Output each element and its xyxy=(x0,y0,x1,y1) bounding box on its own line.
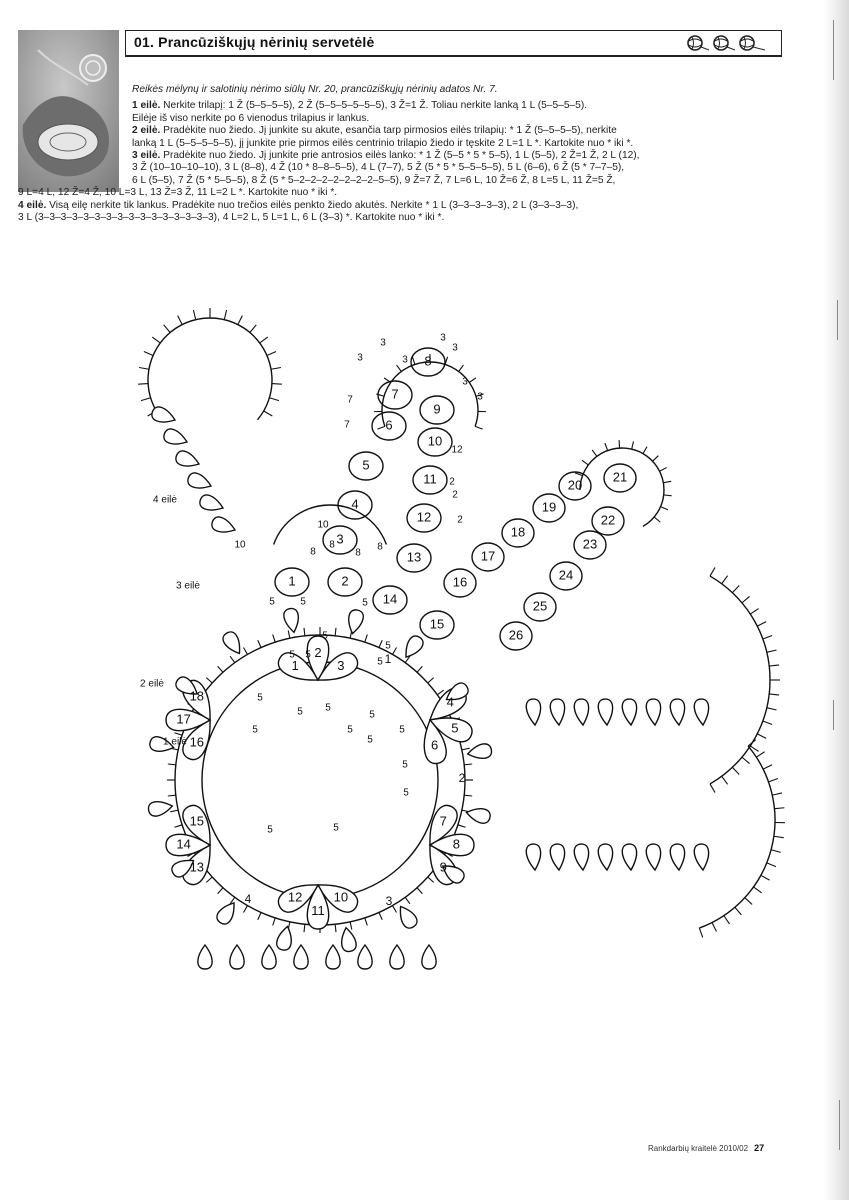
row-label-3: 3 eilė xyxy=(176,580,200,592)
tatting-ring-row-2 xyxy=(468,744,492,758)
picot xyxy=(269,398,279,401)
ring-number: 2 xyxy=(314,645,322,661)
tatting-ring-row-4 xyxy=(152,407,175,422)
tatting-ring-row-4 xyxy=(550,844,564,870)
picot xyxy=(699,928,702,937)
ring-number: 13 xyxy=(406,549,422,565)
picot xyxy=(742,596,750,602)
picot xyxy=(152,337,160,343)
row-1-line-1 xyxy=(18,100,788,112)
ring-number: 20 xyxy=(567,477,583,493)
ring-number: 11 xyxy=(423,471,437,487)
yarn-ball-icon xyxy=(740,36,765,50)
ring-number: 7 xyxy=(439,813,447,829)
row-text: Nerkite trilapį: 1 Ž (5–5–5–5), 2 Ž (5–5–5–5–5–5), 3 Ž=1 Ž. Toliau nerkite lanką 1 L (5–5–5–5). xyxy=(163,100,588,112)
picot xyxy=(258,912,261,919)
picot xyxy=(724,916,730,924)
row-text: Pradėkite nuo žiedo. Jį junkite su akute, esančia tarp pirmosios eilės trilapių: * 1 Ž (5–5–5–5), nerkite xyxy=(163,125,617,137)
picot xyxy=(250,325,256,333)
picot xyxy=(264,411,273,416)
instructions xyxy=(18,84,788,224)
row-4-line-2: 3 L (3–3–3–3–3–3–3–3–3–3–3–3–3–3–3–3), 4 L=2 L, 5 L=1 L, 6 L (3–3) *. Kartokite nuo * iki *. xyxy=(18,212,445,224)
picot xyxy=(144,351,153,355)
picot xyxy=(469,378,476,383)
picot xyxy=(763,636,772,639)
picot xyxy=(230,656,235,662)
picot xyxy=(772,793,782,795)
stitch-count: 8 xyxy=(355,547,361,559)
ring-number: 3 xyxy=(337,658,345,674)
stitch-count: 7 xyxy=(344,419,350,431)
ring-number: 21 xyxy=(612,469,628,485)
stitch-count: 5 xyxy=(257,692,263,704)
tatting-ring-row-4 xyxy=(694,844,708,870)
picot xyxy=(664,495,672,496)
row-3-line-2: 3 Ž (10–10–10–10), 3 L (8–8), 4 Ž (10 * 8–8–5–5), 4 L (7–7), 5 Ž (5 * 5 * 5–5–5–5), 5 L (6–6), 6 Ž (5 * 7–7–5), xyxy=(132,162,625,174)
picot xyxy=(170,810,178,812)
stitch-count: 5 xyxy=(267,824,273,836)
tatting-ring-row-4 xyxy=(262,945,276,969)
picot xyxy=(164,325,170,333)
picot xyxy=(178,316,182,325)
picot xyxy=(660,468,667,472)
picot xyxy=(393,647,397,654)
row-label-4: 4 eilė xyxy=(153,494,177,506)
ring-number: 9 xyxy=(433,401,441,417)
ring-number: 17 xyxy=(480,548,496,564)
page-number: 27 xyxy=(754,1143,765,1153)
stitch-count: 3 xyxy=(477,391,483,403)
row-1-line-2: Eilėje iš viso nerkite po 6 vienodus trilapius ir lankus. xyxy=(132,112,370,124)
picot xyxy=(428,678,434,683)
tatting-ring-row-4 xyxy=(622,699,636,725)
row-text: Pradėkite nuo žiedo. Jį junkite prie antrosios eilės lanko: * 1 Ž (5–5 * 5 * 5–5), 1 L (5–5), 2 Ž=1 Ž, 2 L (12), xyxy=(163,150,640,162)
tatting-ring-row-4 xyxy=(646,699,660,725)
chain-arc-row-4 xyxy=(710,576,770,784)
stitch-count: 5 xyxy=(399,724,405,736)
row-label: 4 eilė. xyxy=(18,199,47,211)
picot xyxy=(405,897,410,903)
tatting-ring-row-4 xyxy=(326,945,340,969)
picot xyxy=(732,767,739,774)
ring-number: 16 xyxy=(452,574,468,590)
arc-number: 2 xyxy=(458,771,466,786)
row-1-outline xyxy=(202,662,438,898)
arc-number: 3 xyxy=(385,894,393,909)
stitch-count: 5 xyxy=(297,706,303,718)
tatting-ring-row-4 xyxy=(598,699,612,725)
picot xyxy=(139,367,149,369)
ring-number: 12 xyxy=(416,509,432,525)
picot xyxy=(288,630,290,638)
ring-number: 8 xyxy=(424,353,432,369)
tatting-ring-row-4 xyxy=(358,945,372,969)
tatting-ring-row-4 xyxy=(390,945,404,969)
ring-number: 1 xyxy=(291,658,299,674)
stitch-count: 5 xyxy=(367,734,373,746)
picot xyxy=(767,708,777,710)
picot xyxy=(769,665,779,666)
picot xyxy=(661,507,668,510)
ring-number: 5 xyxy=(451,720,459,736)
stitch-count: 3 xyxy=(402,354,408,366)
picot xyxy=(273,634,275,642)
picot xyxy=(244,647,248,654)
stitch-count: 5 xyxy=(322,630,328,642)
picot xyxy=(643,447,647,454)
chain-arc-row-4 xyxy=(699,746,775,928)
ring-number: 23 xyxy=(582,536,598,552)
ring-number: 25 xyxy=(532,598,548,614)
yarn-ball-icon xyxy=(714,36,735,50)
picot xyxy=(138,384,148,385)
ring-number: 6 xyxy=(385,417,393,433)
ring-number: 13 xyxy=(189,859,205,875)
picot xyxy=(757,622,766,626)
row-3-line-1 xyxy=(18,150,788,162)
picot xyxy=(464,764,472,765)
picot xyxy=(393,906,397,913)
stitch-count: 5 xyxy=(347,724,353,736)
picot xyxy=(417,888,422,894)
picot xyxy=(757,734,766,738)
tatting-ring-row-4 xyxy=(694,699,708,725)
yarn-ball-icon xyxy=(688,36,709,50)
picot xyxy=(767,863,776,867)
tatting-ring-row-4 xyxy=(176,451,199,466)
picot xyxy=(397,365,402,371)
picot xyxy=(735,907,742,915)
ring-number: 19 xyxy=(541,499,557,515)
ring-number: 8 xyxy=(452,836,461,852)
magazine-name: Rankdarbių kraitelė 2010/02 xyxy=(648,1144,749,1153)
ring-number: 10 xyxy=(427,433,443,449)
tatting-ring-row-4 xyxy=(200,495,223,510)
tatting-ring-row-4 xyxy=(294,945,308,969)
ring-number: 5 xyxy=(362,457,370,473)
ring-number: 18 xyxy=(510,524,526,540)
ring-number: 14 xyxy=(176,836,191,852)
tatting-ring-row-4 xyxy=(670,844,684,870)
row-label: 3 eilė. xyxy=(132,150,161,162)
chain-arc-row-4 xyxy=(148,318,272,420)
stitch-count: 5 xyxy=(385,640,391,652)
stitch-count: 5 xyxy=(325,702,331,714)
ring-number: 3 xyxy=(336,531,344,547)
ring-number: 15 xyxy=(429,616,445,632)
ring-number: 22 xyxy=(600,512,616,528)
stitch-count: 5 xyxy=(369,709,375,721)
picot xyxy=(745,898,752,905)
stitch-count: 5 xyxy=(305,649,311,661)
stitch-count: 3 xyxy=(452,342,458,354)
ring-number: 1 xyxy=(288,573,296,589)
picot xyxy=(218,888,223,894)
ring-number: 18 xyxy=(189,688,205,704)
row-4-line-1 xyxy=(18,200,788,212)
picot xyxy=(753,887,761,893)
picot xyxy=(272,384,282,385)
stitch-count: 8 xyxy=(377,541,383,553)
row-3-line-3: 6 L (5–5), 7 Ž (5 * 5–5–5), 8 Ž (5 * 5–2–2–2–2–2–2–2–5–5), 9 Ž=7 Ž, 7 L=6 L, 10 Ž=6 Ž, 8 L=5 L, 11 Ž=5 Ž, xyxy=(132,174,616,186)
picot xyxy=(428,877,434,882)
row-label-1: 1 eilė xyxy=(163,736,187,748)
ring-number: 4 xyxy=(351,496,359,512)
picot xyxy=(260,337,268,343)
picot xyxy=(168,764,176,765)
row-text: Visą eilę nerkite tik lankus. Pradėkite nuo trečios eilės penkto žiedo akutės. Nerkite * 1 L (3–3–3–3–3), 2 L (3–3–3–3), xyxy=(49,199,579,211)
ring-number: 6 xyxy=(430,737,439,753)
picot xyxy=(742,757,750,763)
picot xyxy=(774,836,784,837)
ring-number: 12 xyxy=(287,889,303,905)
materials-text: Reikės mėlynų ir salotinių nėrimo siūlų Nr. 20, prancūziškųjų nėrinių adatos Nr. 7. xyxy=(132,84,498,95)
picot xyxy=(141,398,151,401)
stitch-count: 3 xyxy=(462,376,468,388)
picot xyxy=(582,460,588,465)
picot xyxy=(750,609,758,614)
picot xyxy=(168,795,176,796)
picot xyxy=(304,628,305,636)
picot xyxy=(774,808,784,809)
picot xyxy=(335,628,336,636)
picot xyxy=(710,567,715,576)
stitch-count: 10 xyxy=(234,539,246,551)
tatting-ring-row-2 xyxy=(466,809,490,824)
ring-number: 17 xyxy=(176,711,191,727)
page-footer xyxy=(648,1143,764,1153)
picot xyxy=(365,918,367,926)
picot xyxy=(417,666,422,672)
picot xyxy=(174,733,182,735)
picot xyxy=(732,585,739,592)
picot xyxy=(464,795,472,796)
tatting-ring-row-2 xyxy=(223,632,240,654)
picot xyxy=(350,922,352,930)
page-title: 01. Prancūziškųjų nėrinių servetėlė xyxy=(134,34,375,50)
stitch-count: 5 xyxy=(289,649,295,661)
stitch-count: 2 xyxy=(452,489,458,501)
picot xyxy=(224,310,226,320)
stitch-count: 5 xyxy=(252,724,258,736)
picot xyxy=(712,923,717,932)
arc-number: 4 xyxy=(244,892,252,907)
ring-number: 15 xyxy=(189,813,205,829)
picot xyxy=(206,877,212,882)
stitch-count: 8 xyxy=(329,539,335,551)
tatting-ring-row-4 xyxy=(670,699,684,725)
stitch-count: 2 xyxy=(457,514,463,526)
stitch-count: 7 xyxy=(347,394,353,406)
picot xyxy=(206,678,212,683)
row-2-line-1 xyxy=(18,125,788,137)
picot xyxy=(632,441,634,449)
tatting-ring-row-4 xyxy=(598,844,612,870)
picot xyxy=(462,748,470,750)
tatting-ring-row-2 xyxy=(148,802,172,816)
ring-number: 7 xyxy=(391,386,399,402)
picot xyxy=(379,912,382,919)
picot xyxy=(238,316,242,325)
picot xyxy=(722,576,728,584)
tatting-ring-row-2 xyxy=(217,903,234,924)
project-header xyxy=(125,30,782,57)
picot xyxy=(267,351,276,355)
stitch-count: 5 xyxy=(377,656,383,668)
row-3-line-4: 9 L=4 L, 12 Ž=4 Ž, 10 L=3 L, 13 Ž=3 Ž, 11 L=2 L *. Kartokite nuo * iki *. xyxy=(18,187,338,199)
tatting-ring-row-2 xyxy=(277,926,292,950)
tatting-ring-row-4 xyxy=(574,699,588,725)
tatting-ring-row-4 xyxy=(646,844,660,870)
ring-number: 24 xyxy=(558,567,574,583)
picot xyxy=(193,310,195,320)
stitch-count: 10 xyxy=(317,519,329,531)
tatting-ring-row-4 xyxy=(526,699,540,725)
tatting-ring-row-2 xyxy=(284,608,298,632)
ring-number: 11 xyxy=(311,902,325,918)
ring-number: 26 xyxy=(508,627,524,643)
picot xyxy=(592,450,597,456)
row-label: 1 eilė. xyxy=(132,100,161,112)
picot xyxy=(458,825,466,827)
stitch-count: 5 xyxy=(269,596,275,608)
picot xyxy=(663,481,671,482)
picot xyxy=(475,426,483,429)
stitch-count: 5 xyxy=(402,759,408,771)
stitch-count: 3 xyxy=(380,337,386,349)
picot xyxy=(769,694,779,695)
picot xyxy=(365,634,367,642)
tatting-ring-row-4 xyxy=(422,945,436,969)
picot xyxy=(748,740,756,746)
tatting-diagram xyxy=(0,300,849,1000)
stitch-count: 3 xyxy=(440,332,446,344)
ring-number: 2 xyxy=(341,573,349,589)
tatting-ring-row-2 xyxy=(400,907,417,929)
picot xyxy=(756,752,764,757)
picot xyxy=(768,779,777,782)
picot xyxy=(218,666,223,672)
picot xyxy=(174,825,182,827)
picot xyxy=(710,784,715,793)
picot xyxy=(653,456,659,461)
picot xyxy=(459,365,464,371)
arc-number: 1 xyxy=(384,652,392,667)
tatting-ring-row-4 xyxy=(198,945,212,969)
tatting-ring-row-4 xyxy=(622,844,636,870)
picot xyxy=(771,850,781,853)
ring-number: 14 xyxy=(382,591,398,607)
stitch-count: 12 xyxy=(451,444,463,456)
picot xyxy=(335,924,336,932)
picot xyxy=(654,517,660,522)
difficulty-rating xyxy=(685,33,771,53)
stitch-count: 5 xyxy=(362,597,368,609)
stitch-count: 2 xyxy=(449,476,455,488)
picot xyxy=(763,721,772,724)
picot xyxy=(763,765,772,769)
picot xyxy=(244,906,248,913)
page-edge xyxy=(823,0,849,1200)
tatting-ring-row-4 xyxy=(212,517,235,532)
ring-number: 4 xyxy=(446,694,454,710)
picot xyxy=(273,918,275,926)
row-label-2: 2 eilė xyxy=(140,678,164,690)
picot xyxy=(722,776,728,784)
picot xyxy=(767,650,777,652)
row-2-line-2: lanką 1 L (5–5–5–5–5), jį junkite prie pirmos eilės centrinio trilapio žiedo ir tęskite 2 L=1 L *. Kartokite nuo * iki *. xyxy=(132,137,634,149)
picot xyxy=(304,924,305,932)
row-label: 2 eilė. xyxy=(132,125,161,137)
picot xyxy=(605,443,608,451)
picot xyxy=(437,690,443,695)
tatting-ring-row-2 xyxy=(349,610,364,634)
tatting-ring-row-4 xyxy=(230,945,244,969)
picot xyxy=(271,367,281,369)
picot xyxy=(761,875,770,880)
stitch-count: 8 xyxy=(310,546,316,558)
stitch-count: 5 xyxy=(403,787,409,799)
tatting-ring-row-2 xyxy=(342,928,356,952)
ring-number: 9 xyxy=(439,859,447,875)
tatting-ring-row-4 xyxy=(188,473,211,488)
stitch-count: 3 xyxy=(357,352,363,364)
tatting-ring-row-4 xyxy=(550,699,564,725)
stitch-count: 5 xyxy=(333,822,339,834)
tatting-ring-row-2 xyxy=(406,636,423,657)
tatting-ring-row-4 xyxy=(164,429,187,444)
ring-number: 10 xyxy=(333,889,349,905)
ring-number: 16 xyxy=(189,734,205,750)
picot xyxy=(258,640,261,647)
tatting-ring-row-4 xyxy=(526,844,540,870)
picot xyxy=(379,640,382,647)
tatting-ring-row-4 xyxy=(574,844,588,870)
stitch-count: 5 xyxy=(300,596,306,608)
